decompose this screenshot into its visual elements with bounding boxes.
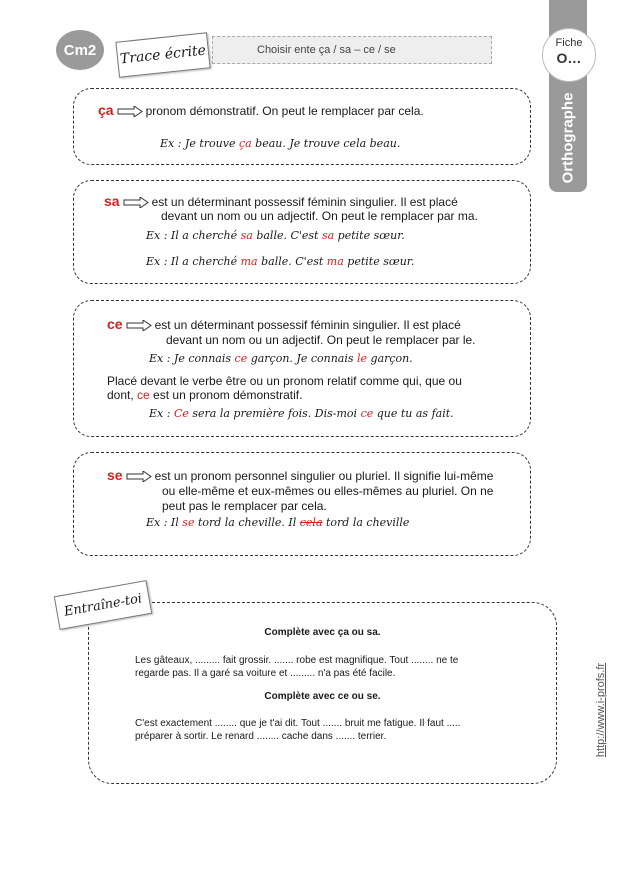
entraine-toi-label: Entraîne-toi [54, 580, 152, 630]
rule-definition: ou elle-même et eux-mêmes ou elles-mêmes au pluriel. On ne [162, 484, 494, 498]
rule-definition: est un pronom personnel singulier ou pluriel. Il signifie lui-même [154, 469, 494, 483]
example-sentence: Ex : Il a cherché sa balle. C'est sa petite sœur. [146, 229, 405, 242]
arrow-icon [126, 320, 152, 331]
exercise-title: Complète avec ça ou sa. [264, 627, 381, 638]
rule-word: ce [107, 316, 123, 332]
rule-definition: devant un nom ou un adjectif. On peut le remplacer par ma. [161, 209, 478, 223]
rule-word: sa [104, 193, 120, 209]
exercise-box [88, 602, 557, 784]
exercise-text: Les gâteaux, ......... fait grossir. ....... robe est magnifique. Tout ........ ne te [135, 655, 459, 666]
rule-definition: devant un nom ou un adjectif. On peut le remplacer par le. [166, 333, 476, 347]
level-badge: Cm2 [56, 30, 104, 70]
rule-word: ça [98, 102, 114, 118]
example-sentence: Ex : Je connais ce garçon. Je connais le garçon. [149, 352, 413, 365]
exercise-title: Complète avec ce ou se. [264, 691, 381, 702]
rule-box-se [73, 452, 531, 556]
rule-word: se [107, 467, 123, 483]
rule-box-ce [73, 300, 531, 437]
rule-extra: Placé devant le verbe être ou un pronom relatif comme qui, que ou [107, 374, 462, 388]
arrow-icon [123, 197, 149, 208]
example-sentence: Ex : Ce sera la première fois. Dis-moi ce que tu as fait. [149, 407, 454, 420]
trace-ecrite-label: Trace écrite [115, 32, 210, 77]
rule-definition: est un déterminant possessif féminin singulier. Il est placé [151, 195, 458, 209]
exercise-text: C'est exactement ........ que je t'ai dit. Tout ....... bruit me fatigue. Il faut ..... [135, 718, 461, 729]
fiche-label: Fiche [555, 37, 583, 49]
rule-definition: pronom démonstratif. On peut le remplacer par cela. [145, 104, 424, 118]
website-link[interactable] [594, 640, 608, 780]
exercise-text: regarde pas. Il a garé sa voiture et ......... n'a pas été facile. [135, 668, 396, 679]
example-sentence: Ex : Il se tord la cheville. Il cela tord la cheville [146, 516, 410, 529]
arrow-icon [117, 106, 143, 117]
example-sentence: Ex : Je trouve ça beau. Je trouve cela beau. [160, 137, 401, 150]
rule-definition: peut pas le remplacer par cela. [162, 499, 327, 513]
rule-box-ca [73, 88, 531, 165]
fiche-number: O… [556, 50, 582, 66]
example-sentence: Ex : Il a cherché ma balle. C'est ma petite sœur. [146, 255, 415, 268]
exercise-text: préparer à sortir. Le renard ........ cache dans ....... terrier. [135, 731, 387, 742]
arrow-icon [126, 471, 152, 482]
rule-extra: dont, ce est un pronom démonstratif. [107, 388, 303, 402]
fiche-circle [542, 28, 596, 82]
rule-definition: est un déterminant possessif féminin singulier. Il est placé [154, 318, 461, 332]
rule-box-sa [73, 180, 531, 284]
topic-title: Choisir ente ça / sa – ce / se [212, 36, 492, 64]
website-url[interactable]: http://www.i-profs.fr [595, 662, 607, 758]
subject-label: Orthographe [559, 92, 577, 184]
